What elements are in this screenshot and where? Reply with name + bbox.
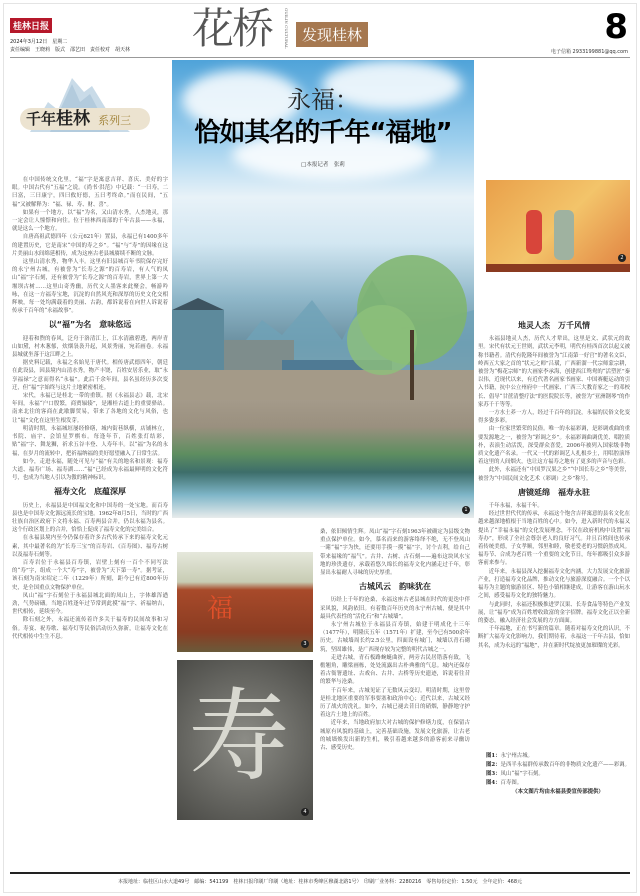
contact-email: 电子信箱 2933199881@qq.com [550,49,628,55]
photo-captions [486,752,630,797]
performer-figure [526,210,542,254]
article-headline: 恰如其名的千年“福地” [194,118,452,148]
caption-text: 是西半永福群传承数百年的非物质文化遗产——彩调。 [500,762,630,768]
photo-shou-character-carving [177,660,313,820]
section-tag: 发现桂林 [296,22,368,47]
series-title-a: 千年 [26,110,57,128]
body-paragraph: 凤山“福”字石刻位于永福县城北面的凤山上，字体雄浑遒劲，气势磅礴。当地百姓逢年过节常到此摸“福”字、祈福纳吉，世代相传，延续至今。 [12,592,168,616]
page-number: 8 [604,7,628,47]
shou-carving: 寿 [189,678,289,795]
issue-date: 2024年3月12日 星期二 [10,39,68,45]
newspaper-logo: 桂林日报 [10,18,52,33]
body-paragraph: 千百年来，古城见证了无数风云变幻。明清时期，这里曾是桂北地区重要的军事要塞和政治中心；近代以来，古城又经历了战火的洗礼。如今，古城已褪去昔日的硝烟，静静地守护着这片土地上的百姓。 [320,687,470,719]
fu-carving: 福 [207,594,234,624]
body-paragraph: 与此同时，永福还积极推进罗汉果、长寿食品等特色产业发展，让“福寿”成为百姓增收致富的金字招牌。福寿文化正以全新的姿态，融入经济社会发展的方方面面。 [478,601,630,624]
section-heading: 唐镜延绵 福寿永驻 [518,487,590,497]
section-brand-english: GUILIN CULTURAL [284,8,289,49]
photo-credit: （本文图片均由永福县委宣传部提供） [512,789,604,795]
section-heading: 地灵人杰 万千风情 [518,321,590,330]
caption-label: 图3： [486,771,501,777]
caption-label: 图4： [486,780,501,786]
body-paragraph: 千年福地，正在书写新的篇章。随着对福寿文化的认识，不断扩大福寿文化影响力，我们期待着，永福这一千年古县，恰如其名，成为永远的“福地”，并在新时代绽放更加璀璨的光彩。 [478,626,630,649]
scene-illustration [172,250,474,400]
body-paragraph: 近年来，永福县深入挖掘福寿文化内涵，大力发展文化旅游产业，打造福寿文化品牌，推动文化与旅游深度融合。一个个以福寿为主题的旅游景区、特色小镇相继建成，让游客在游山玩水之间，感受福寿文化的独特魅力。 [478,568,630,600]
body-paragraph: 历史上，永福县是中国福文化和中国寿的一处宝地。而百寿县也是中国寿文化源远流长的宝地。1962年8月5日，当时的广西壮族自治区政府下文将永福、百寿两县合并，仍以永福为县名。这个行政区划上的合并，恰恰上促成了福寿文化的完美结合。 [12,502,168,534]
header-divider [10,57,630,58]
body-paragraph: 迎着和煦的春风，泛舟于洛清江上，江水清澈碧透，两岸青山如黛，村木葱郁，炊烟袅袅升起，风景秀丽，宛若画卷。永福县城就坐落于这江畔之上。 [12,335,168,359]
photo-number-badge: 1 [462,506,470,514]
body-paragraph: 据史料记载，永福之名始见于唐代。相传唐武德四年，朝廷在此设县，因县境内山清水秀，物产丰饶，百姓安居乐业，取“永享福禄”之意而得名“永福”。此后千余年间，县名虽经历多次变迁，但“福”字始终与这片土地紧密相连。 [12,360,168,391]
body-paragraph: 历经上千年的沧桑，永福这座古老县城在时代的更迭中伴采风貌，风韵依旧。有着数百年历史的永宁州古城，便是其中最具代表性的“活化石”和“古城墙”。 [320,597,470,620]
section-heading: 福寿文化 底蕴深厚 [54,487,126,497]
photo-ancient-city-wall [172,60,474,518]
section-heading: 古城风云 韵味犹在 [359,582,431,592]
caption [486,761,630,770]
body-paragraph: 千年永福，永福千年。 [488,503,543,510]
editor-credits: 责任编辑 王晓莉 版式 邵艺田 责任校对 胡天林 [10,47,131,53]
body-paragraph: 在永福县境内至今仍保存着许多古代传承下来的福寿文化元素，其中最著名的为“长寿三宝”的百寿岩、《百寿图》、福寿古树以及福寿石刻等。 [12,535,168,558]
caption [486,779,630,788]
series-banner [26,104,131,129]
stage-floor [486,264,630,272]
section-brand: 花桥 [192,4,273,53]
body-paragraph: 一方水土养一方人，经过千百年的沉淀，永福的民俗文化变得多姿多彩。 [478,410,630,425]
section-heading: 以“福”为名 意味悠远 [48,320,132,330]
caption-text: 凤山“福”字石刻。 [500,771,544,777]
intro-paragraph: 在中国传统文化里，“福”字是寓意吉祥、喜庆、美好的字眼。中国古代有“五福”之说。《尚书·洪范》中记载：“一曰寿，二曰富，三曰康宁，四曰攸好德，五曰考终命。”而在民间，“五福”又被解释为：“福、禄、寿、财、喜”。 [12,177,168,208]
body-paragraph: 永福县地灵人杰，历代人才辈出，这里是文、武状元的故里。宋代有状元王世则，武状元李明，明代有桂西首次以起义被称书籍者。清代有乾隆年间被誉为“江南第一好官”的著名文臣，岭西五大家之首的“状元之师”吕璜，广西新溜一代宗师蒙宗耕，被誉为“梅花宗师”的大画家李承海，创建西江鸳鸯的“活塑匠”秦以伟，近现代以来，有近代著名画家书画家、中国赛艇运动的引入书籍，抗中公立州府中一代画家、广西三大教育家之一的邓校长、倡导“甘蔗清整疗法”的医院院长等，被誉为“亚洲钢琴”的作家苏千千等等。 [478,336,630,408]
body-paragraph: 永宁州古城位于永福县百寿镇，始建于明成化十三年（1477年），明隆庆五年（1571年）扩建，至今已有500余年历史。古城墙周长约2.5公里，四面设有城门，城墙以青石砌筑，坚固雄伟，是广西现存较为完整的明代古城之一。 [320,622,470,653]
body-paragraph: 百寿岩位于永福县百寿镇，岩壁上刻有一百个不同写法的“寿”字，组成一个大“寿”字，被誉为“天下第一寿”。据考证，该石刻为南宋绍定二年（1229年）所刻，距今已有近800年历史，是全国重点文物保护单位。 [12,559,168,591]
middle-column [320,528,470,862]
photo-number-badge: 4 [301,808,309,816]
caption-text: 百寿图。 [500,780,523,786]
photo-caidiao-opera [486,180,630,272]
right-column [478,316,630,736]
series-label: 系列三 [98,114,132,127]
footer-divider [10,872,630,874]
body-paragraph: 经过世世代代的传承，永福这个饱含吉祥寓意的县名文化在越来越深地植根于当地百姓的心中。如今，进入新时代的永福又提出了“幸福永福”的文化发展理念，不仅在政府机构中设置“福寿办”，形成了全社会尊崇老人的良好习气。并且百姓间也传承着传统美德，子女孝顺，邻里和睦，敬老爱老的习惯蔚然成风。福寿节、合成为老百姓一个重要的文化节日，每年都吸引众多游客前来参与。 [478,511,630,567]
body-paragraph: 如今，走进永福，随处可见与“福”有关的地名和景观：福寿大道、福寿广场、福寿湖……“福”已经成为永福最鲜明的文化符号，也成为当地人引以为傲的精神标识。 [12,458,168,482]
body-paragraph: 此外，永福还有“中国罗汉果之乡”“中国长寿之乡”等美誉，被誉为“中国民间文化艺术（彩调）之乡”称号。 [478,467,630,482]
footer-info: 本报地址：临桂区山水大道49号 邮编：541199 桂林日报印刷厂印刷（地址：桂林市秀峰区穆湖北路1号） 印刷厂业务科：2280216 零售每份定价：1.50元 全年定价：468元 [117,879,523,885]
intro-paragraph: 如果有一个地方，以“福”为名，又山清水秀，人杰地灵，那一定会让人憧憬和向往。位于桂林西南部的千年古县——永福，就是这么一个地方。 [12,209,168,233]
body-paragraph: 由一位家世繁荣的民俗。唯一的永福彩调，是彩调戏曲的重要发源地之一，被誉为“彩调之乡”。永福彩调曲调优美、唱腔质朴，表演生动活泼，深受群众喜爱，2006年被列入国家级非物质文化遗产名录。一代又一代的彩调艺人扎根乡土，用唱腔演绎着这里的人间烟火，也让这方福寿之地有了更多的声音与色彩。 [478,426,630,466]
body-paragraph: 宋代，永福已是桂北一带的重镇。据《永福县志》载，北宋年间，永福“户口殷繁，商贾辐辏”，是湘桂古道上的重要驿站。南来北往的客商在此歇脚贸易，带来了各地的文化与风俗，也让“福”文化在这里生根发芽。 [12,393,168,424]
caption [486,752,630,761]
caption-label: 图1： [486,753,501,759]
caption-text: 永宁州古城。 [500,753,533,759]
article-kicker: 永福： [287,86,359,114]
intro-paragraph: 自唐高祖武德四年（公元621年）置县，永福已有1400多年的建置历史，它是南宋“中国的寿之乡”。“福”与“寿”的因缘在这片美丽山水间绵延相传，成为这座古老县城赓续不断的文脉。 [12,234,168,257]
left-column [12,176,168,856]
caption [486,770,630,779]
body-paragraph: 走进古城，青石板路蜿蜒曲折，两旁古民居错落有致，飞檐翘角，雕梁画栋，处处流露出古朴典雅的气息。城内还保存着古衙署遗址、古戏台、古井、古桥等历史遗迹，诉说着往昔的繁华与沧桑。 [320,654,470,686]
article-byline: □本报记者 张莉 [301,162,345,168]
performer-figure [554,210,574,260]
intro-paragraph: 这里山清水秀，物华人丰。这里有旧县城百年书院保存完好的永宁州古城，有被誉为“长寿之源”的百寿岩，有人气的凤山“福”字石刻，还有被誉为“长寿之源”的百寿岩，世界上第一大堰坝古树……这里山奇秀幽，历代文人墨客来此聚会，畅游吟咏，在这一方福寿宝地，沉淀的自然风光和深厚的历史文化交相辉映，每一处均满载着的美丽、古韵，都诉说着在向世人诉说着传承千百年的“永福故事”。 [12,259,168,315]
body-paragraph: 明清时期，永福城垣屡经修缮，城内街巷纵横，店铺林立，书院、庙宇、会馆星罗棋布。每逢年节，百姓张灯结彩，贴“福”字、舞龙狮，祈求五谷丰登、人寿年丰。以“福”为名的永福，在岁月的流转中，把祈福纳福的美好愿望融入了日常生活。 [12,425,168,457]
body-paragraph: 近年来，当地政府加大对古城的保护修缮力度，在保留古城原有风貌的基础上，完善基础设施，发展文化旅游，让古老的城墙焕发出新的生机，吸引着越来越多的游客前来寻幽访古、感受历史。 [320,720,470,752]
caption-label: 图2： [486,762,501,768]
body-paragraph: 除石刻之外，永福还流传着许多关于福寿的民间故事和习俗。寿宴、祝寿歌、福寿灯等民俗活动历久弥新，让福寿文化在代代相传中生生不息。 [12,617,168,640]
series-title-b: 桂林 [56,109,91,129]
photo-number-badge: 3 [301,640,309,648]
continued-paragraph: 桑，依旧倾情生辉。凤山“福”字石刻1963年被确定为县级文物重点保护单位。如今，慕名而来的游客络绎不绝，无不登凤山一睹“福”字为快，还要用手摸一摸“福”字，讨个吉利，给自己带来福缘的“福气”。古井、古树、古石刻——遍布这块风水宝地的珍贵遗存，承载着悠久绵长的福寿文化内涵走过千年，彰显出永福耐人寻味的历史厚重。 [320,529,470,577]
photo-number-badge: 2 [618,254,626,262]
photo-fu-character-stone [177,552,313,652]
